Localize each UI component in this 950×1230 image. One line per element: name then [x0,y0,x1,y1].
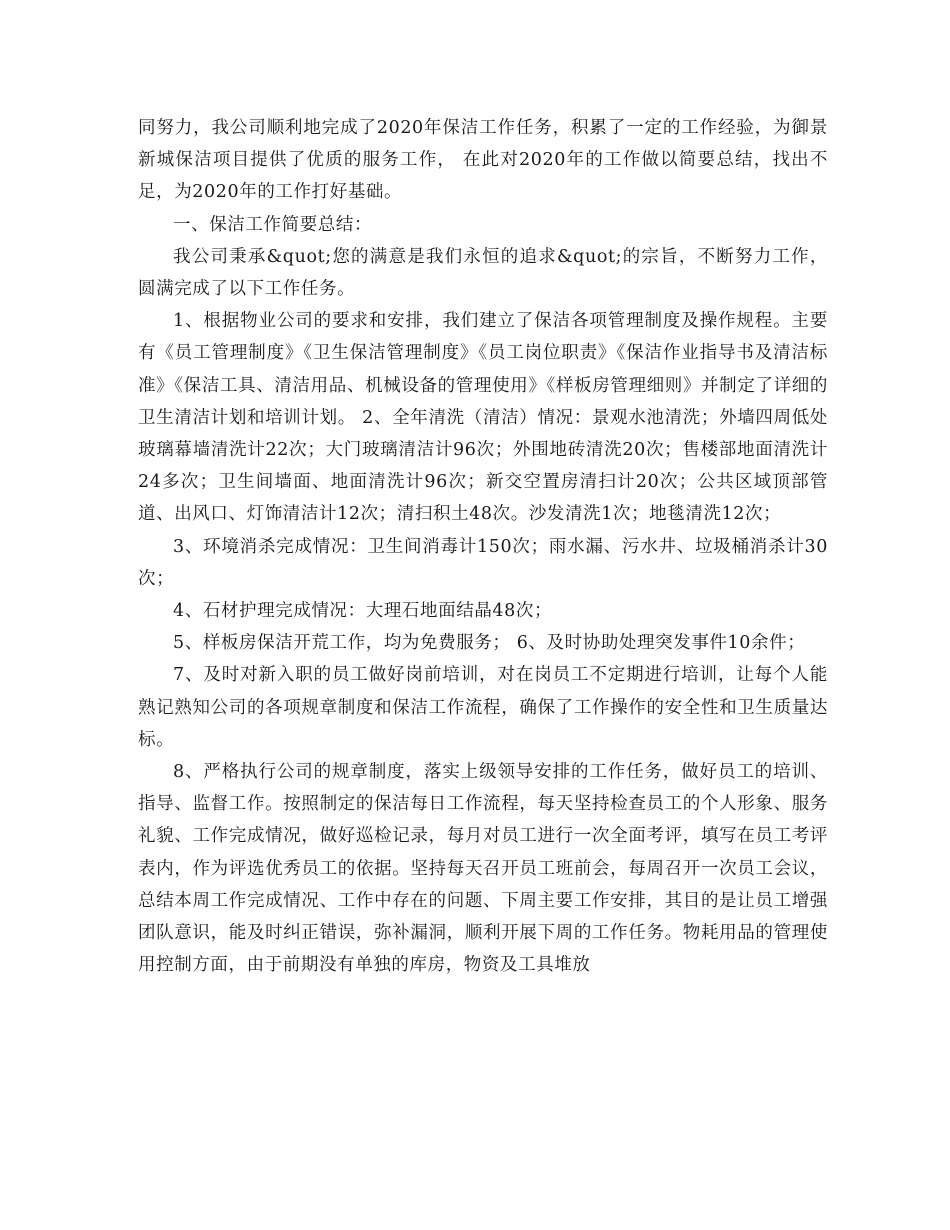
paragraph-item-7: 7、及时对新入职的员工做好岗前培训，对在岗员工不定期进行培训，让每个人能熟记熟知公司的各项规章制度和保洁工作流程，确保了工作操作的安全性和卫生质量达标。 [138,665,828,750]
paragraph-item-8: 8、严格执行公司的规章制度，落实上级领导安排的工作任务，做好员工的培训、指导、监督工作。按照制定的保洁每日工作流程，每天坚持检查员工的个人形象、服务礼貌、工作完成情况，做好巡检记录，每月对员工进行一次全面考评，填写在员工考评表内，作为评选优秀员工的依据。坚持每天召开员工班前会，每周召开一次员工会议，总结本周工作完成情况、工作中存在的问题、下周主要工作安排，其目的是让员工增强团队意识，能及时纠正错误，弥补漏洞，顺利开展下周的工作任务。物耗用品的管理使用控制方面，由于前期没有单独的库房，物资及工具堆放 [138,762,828,976]
paragraph-item-1-2: 1、根据物业公司的要求和安排，我们建立了保洁各项管理制度及操作规程。主要有《员工管理制度》《卫生保洁管理制度》《员工岗位职责》《保洁作业指导书及清洁标准》《保洁工具、清洁用品、机械设备的管理使用》《样板房管理细则》并制定了详细的卫生清洁计划和培训计划。 2、全年清洗（清洁）情况：景观水池清洗；外墙四周低处玻璃幕墙清洗计22次；大门玻璃清洁计96次；外围地砖清洗20次；售楼部地面清洗计24多次；卫生间墙面、地面清洗计96次；新交空置房清扫计20次；公共区域顶部管道、出风口、灯饰清洁计12次；清扫积土48次。沙发清洗1次；地毯清洗12次； [138,311,828,525]
section-heading-summary: 一、保洁工作简要总结： [173,214,373,235]
document-body [138,112,828,981]
paragraph-item-4: 4、石材护理完成情况：大理石地面结晶48次； [173,601,553,622]
paragraph-intro-continuation: 同努力，我公司顺利地完成了2020年保洁工作任务，积累了一定的工作经验，为御景新城保洁项目提供了优质的服务工作， 在此对2020年的工作做以简要总结，找出不足，为2020年的工作打好基础。 [138,118,828,203]
paragraph-item-5-6: 5、样板房保洁开荒工作，均为免费服务； 6、及时协助处理突发事件10余件； [173,633,806,654]
paragraph-item-3: 3、环境消杀完成情况：卫生间消毒计150次；雨水漏、污水井、垃圾桶消杀计30次； [138,536,828,589]
paragraph-company-motto: 我公司秉承&quot;您的满意是我们永恒的追求&quot;的宗旨，不断努力工作，圆满完成了以下工作任务。 [138,246,828,300]
